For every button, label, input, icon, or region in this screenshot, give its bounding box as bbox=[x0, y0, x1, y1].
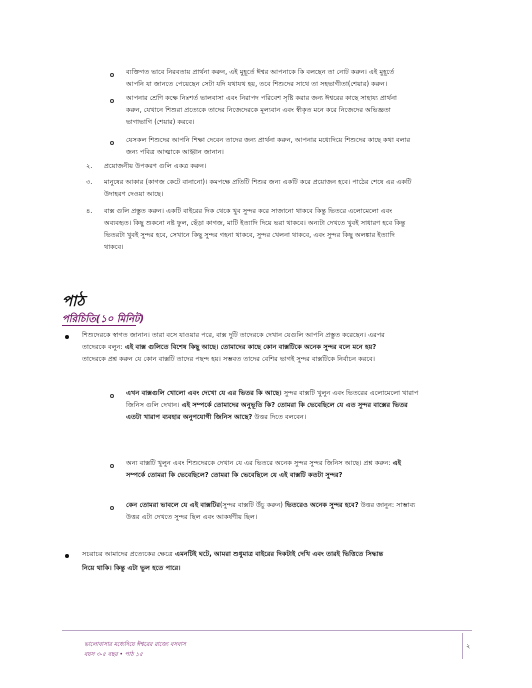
circle-bullet-icon bbox=[110, 506, 114, 510]
intro-line-3: তাদেরকে প্রশ্ন করুন যে কোন বাক্সটি তাদের পছন্দ হয়। সম্ভবত তাদের বেশির ভাগই সুন্দর বাক্সটিকে নির্বাচন করবে। bbox=[82, 355, 376, 363]
bold-text-run: সম্পর্কে তোমরা কি ভেবেছিলে? তোমরা কি ভেবেছিলে যে এই বাক্সটি কতটা সুন্দর? bbox=[126, 471, 343, 479]
numbered-item-4-line-2: অব্যবহৃত। কিছু শুকনো নষ্ট ফুল, ছেঁড়া কাগজ, মাটি ইত্যাদি দিয়ে ভরা থাকবে। অন্যটা দেখতে খুবই সাধারণ হবে কিন্তু bbox=[104, 219, 406, 227]
text-run: উত্তর জানুন: সাম্ভাব্য bbox=[358, 501, 416, 509]
top-bullet-2-line-3: ভাগাভাগি (শেয়ার) করবে। bbox=[126, 118, 195, 126]
circle-bullet-icon bbox=[110, 464, 114, 468]
bold-text-run: এতটা খারাপ ব্যবহার অনুপযোগী জিনিস আছে? bbox=[126, 413, 253, 421]
top-bullet-3-line-2: জন্য পবিত্র আত্মাকে আহ্বান জানান। bbox=[126, 148, 224, 156]
sub-bullet-3-line-1 bbox=[126, 501, 415, 511]
text-run: জিনিস গুলি দেখান। bbox=[126, 401, 182, 409]
top-bullet-2-line-1: আপনার শ্রেণি কক্ষে নিঃশর্ত ভালবাসা এবং নিরাপদ পরিবেশ সৃষ্টি করার জন্য ঈশ্বরের কাছে সাহায্য প্রার্থনা bbox=[126, 94, 397, 102]
sub-bullet-2-line-1 bbox=[126, 459, 401, 469]
text-run: অন্য বাক্সটি খুলুন এবং শিশুদেরকে দেখান যে এর ভিতরে অনেক সুন্দর সুন্দর জিনিস আছে। প্রশ্ন করুন: bbox=[126, 459, 393, 467]
final-line-2: নিয়ে থাকি। কিন্তু এটা ভুল হতে পারে। bbox=[82, 564, 181, 572]
text-run: সুন্দর বাক্সটি খুলুন এবং ভিতরের এলোমেলো খারাপ bbox=[281, 389, 419, 397]
numbered-item-2-line-1: প্রয়োজনীয় উপকরণ গুলি একত্র করুন। bbox=[104, 162, 207, 170]
top-bullet-1-line-1: ব্যক্তিগত ভাবে নিরবতায় প্রার্থনা করুন, এই মুহূর্তে ঈশ্বর আপনাকে কি বলছেন তা নোট করুন। এই মুহূর্তে bbox=[126, 68, 395, 76]
circle-bullet-icon bbox=[110, 99, 114, 103]
final-line-1-prefix: সচরাচর আমাদের প্রত্যেকের ক্ষেত্রে bbox=[82, 550, 173, 558]
sub-bullet-1-line-2 bbox=[126, 401, 408, 411]
bold-text-run: ভিতরেও অনেক সুন্দর হবে? bbox=[284, 501, 359, 509]
intro-line-1: শিশুদেরকে স্বাগত জানান। তারা বসে যাওয়ার পরে, বাক্স দুটি তাদেরকে দেখান যেগুলি আপনি প্রস্তুত করেছেন। এরপর bbox=[82, 331, 385, 339]
list-number: ৪. bbox=[86, 207, 93, 215]
bold-text-run: এই bbox=[392, 459, 402, 467]
circle-bullet-icon bbox=[110, 141, 114, 145]
list-number: ৩. bbox=[86, 178, 93, 186]
intro-line-2-question: এই বাক্স গুলিতে বিশেষ কিছু আছে। তোমাদের কাছে কোন বাক্সটিকে অনেক সুন্দর বলে মনে হয়? bbox=[124, 343, 377, 351]
footer-divider bbox=[62, 630, 472, 631]
circle-bullet-icon bbox=[110, 394, 114, 398]
intro-heading: পরিচিতি(১০ মিনিট) bbox=[62, 314, 145, 325]
bullet-dot-icon bbox=[65, 335, 69, 339]
sub-bullet-2-line-2 bbox=[126, 471, 343, 481]
bold-text-run: কেন তোমরা ভাবলে যে এই বাক্সটির bbox=[126, 501, 220, 509]
circle-bullet-icon bbox=[110, 73, 114, 77]
text-run: উত্তর এটা দেখতে সুন্দর ছিল এবং আকর্ষণীয় ছিল। bbox=[126, 513, 258, 521]
numbered-item-3-line-1: মানুষের আকার (কাগজ কেটে বানানো)। কমপক্ষে প্রতিটি শিশুর জন্য একটি করে প্রয়োজন হবে। পাঠের শেষে এর একটি bbox=[104, 178, 412, 186]
footer-subtitle: বয়স ৩-৫ বছর • পাঠ ১৫ bbox=[84, 652, 143, 658]
list-number: ২. bbox=[86, 162, 93, 170]
numbered-item-4-line-3: ভিতরটা খুবই সুন্দর হবে, সেখানে কিছু সুন্দর গহনা থাকবে, সুন্দর খেলনা থাকবে, এবং সুন্দর কিছু অলঙ্কার ইত্যাদি bbox=[104, 231, 395, 239]
numbered-item-4-line-4: থাকবে। bbox=[104, 243, 124, 251]
sub-bullet-1-line-3 bbox=[126, 413, 306, 423]
final-line-1 bbox=[82, 550, 383, 560]
numbered-item-4-line-1: বাক্স গুলি প্রস্তুত করুন। একটি বাইরের দিক থেকে খুব সুন্দর করে সাজানো থাকবে কিন্তু ভিতরে এলোমেলো এবং bbox=[104, 207, 393, 215]
bullet-dot-icon bbox=[65, 554, 69, 558]
sub-bullet-1-line-1 bbox=[126, 389, 418, 399]
intro-line-2 bbox=[82, 343, 376, 353]
intro-line-2-prefix: তাদেরকে বলুন: bbox=[82, 343, 123, 351]
bold-text-run: এখন বাক্সগুলি খোলো এবং দেখো যে এর ভিতর কি আছে। bbox=[126, 389, 282, 397]
bold-text-run: এই সম্পর্কে তোমাদের অনুভূতি কি? তোমরা কি ভেবেছিলে যে এত সুন্দর বাক্সের ভিতর bbox=[181, 401, 408, 409]
top-bullet-3-line-1: যেসকল শিশুদের আপনি শিক্ষা দেবেন তাদের জন্য প্রার্থনা করুন, আপনার মধ্যেদিয়ে শিশুদের কাছে কথা বলার bbox=[126, 136, 411, 144]
footer-separator bbox=[462, 633, 463, 659]
sub-bullet-3-line-2 bbox=[126, 513, 257, 523]
text-run: উত্তর দিতে বলবেন। bbox=[252, 413, 307, 421]
footer-title: ভালোবাসার মধ্যেদিয়ে ঈশ্বরের রাজ্যে বসবাস bbox=[84, 642, 186, 648]
text-run: (সুন্দর বাক্সটি উঁচু করুন) bbox=[219, 501, 285, 509]
final-line-1-bold: এমনটিই ঘটে, আমরা শুধুমাত্র বাইরের দিকটাই দেখি এবং তারই ভিত্তিতে সিদ্ধান্ত bbox=[172, 550, 384, 558]
top-bullet-2-line-2: করুন, যেখানে শিশুরা প্রত্যেকে তাদের নিজেদেরকে মূল্যবান এবং স্বীকৃত মনে করে নিজেদের অভিজ্ঞতা bbox=[126, 106, 391, 114]
top-bullet-1-line-2: আপনি যা জানতে পেয়েছেন সেটা যদি যথাযথ হয়, তবে শিশুদের সাথে তা সহভাগীতা(শেয়ার) করুন। bbox=[126, 80, 388, 88]
intro-heading-underline bbox=[62, 325, 136, 326]
lesson-heading: পাঠ bbox=[62, 292, 85, 310]
page-number: ২ bbox=[466, 642, 471, 650]
numbered-item-3-line-2: উদাহরণ দেওয়া আছে। bbox=[104, 190, 164, 198]
